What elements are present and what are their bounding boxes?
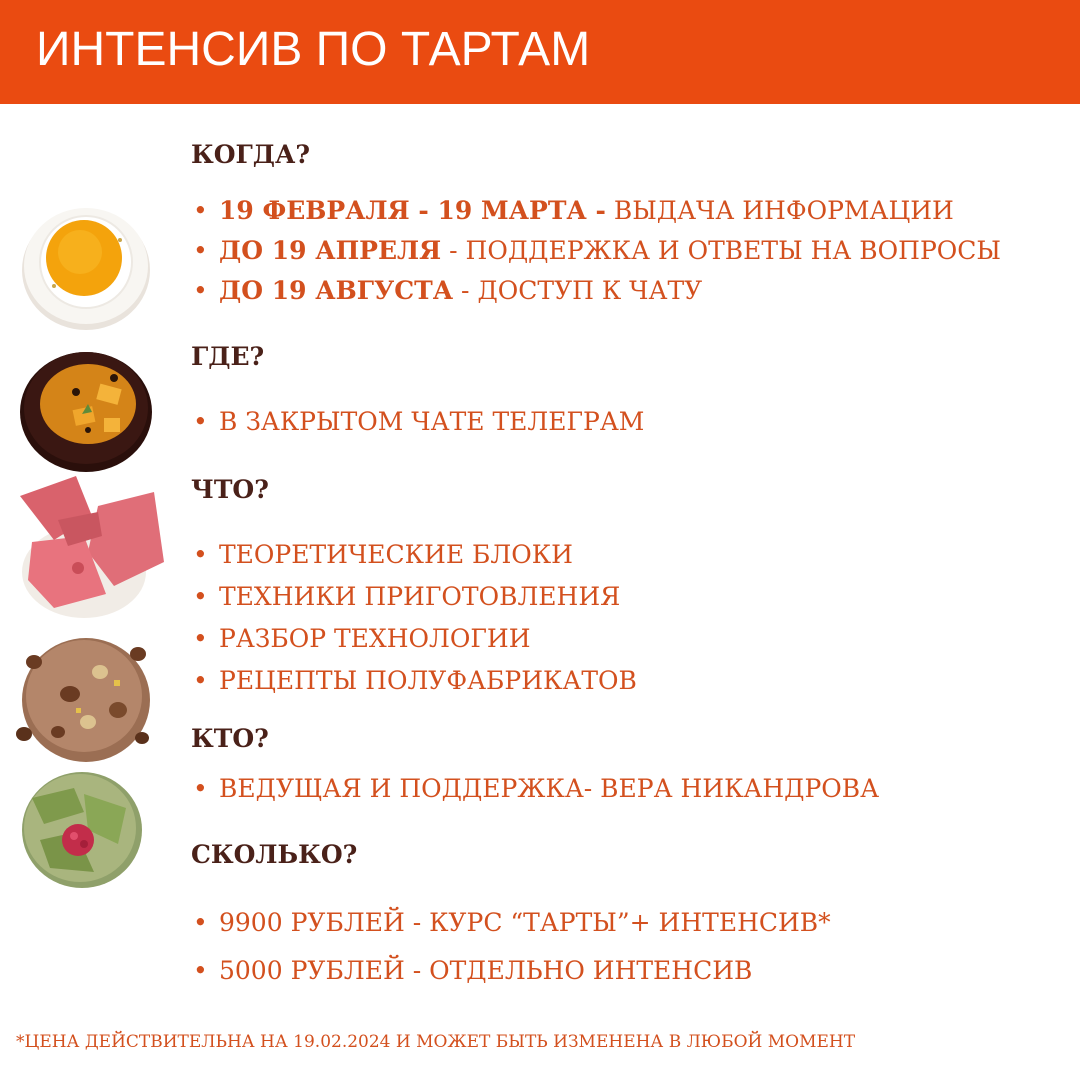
bullet-icon: • — [193, 956, 208, 985]
section-heading-what: ЧТО? — [191, 475, 269, 504]
item-text: РАЗБОР ТЕХНОЛОГИИ — [219, 624, 531, 653]
item-date: 19 ФЕВРАЛЯ - 19 МАРТА - — [219, 196, 606, 225]
bullet-icon: • — [193, 196, 208, 225]
list-item — [193, 774, 879, 803]
list-item — [193, 582, 620, 611]
bullet-icon: • — [193, 582, 208, 611]
item-text: ВЫДАЧА ИНФОРМАЦИИ — [605, 196, 954, 225]
item-text: РЕЦЕПТЫ ПОЛУФАБРИКАТОВ — [219, 666, 637, 695]
header-bar — [0, 0, 1080, 104]
item-text: - ДОСТУП К ЧАТУ — [453, 276, 703, 305]
section-heading-where: ГДЕ? — [191, 342, 265, 371]
list-item — [193, 624, 531, 653]
item-text: - ПОДДЕРЖКА И ОТВЕТЫ НА ВОПРОСЫ — [441, 236, 1002, 265]
footnote: *ЦЕНА ДЕЙСТВИТЕЛЬНА НА 19.02.2024 И МОЖЕТ БЫТЬ ИЗМЕНЕНА В ЛЮБОЙ МОМЕНТ — [16, 1032, 856, 1052]
list-item — [193, 407, 644, 436]
chocolate-tart-image — [18, 344, 154, 474]
list-item — [193, 908, 831, 937]
item-text: В ЗАКРЫТОМ ЧАТЕ ТЕЛЕГРАМ — [219, 407, 645, 436]
bullet-icon: • — [193, 540, 208, 569]
berry-tuile-tart-image — [18, 476, 164, 620]
list-item — [193, 540, 573, 569]
bullet-icon: • — [193, 908, 208, 937]
item-text: ТЕОРЕТИЧЕСКИЕ БЛОКИ — [219, 540, 573, 569]
egg-tart-image — [20, 200, 156, 332]
list-item — [193, 666, 637, 695]
list-item — [193, 236, 1001, 265]
item-date: ДО 19 АВГУСТА — [219, 276, 454, 305]
list-item — [193, 196, 954, 225]
item-text: 5000 РУБЛЕЙ - ОТДЕЛЬНО ИНТЕНСИВ — [219, 956, 753, 985]
item-text: ВЕДУЩАЯ И ПОДДЕРЖКА- ВЕРА НИКАНДРОВА — [219, 774, 880, 803]
item-date: ДО 19 АПРЕЛЯ — [219, 236, 442, 265]
bullet-icon: • — [193, 407, 208, 436]
section-heading-who: КТО? — [191, 724, 269, 753]
item-text: ТЕХНИКИ ПРИГОТОВЛЕНИЯ — [219, 582, 621, 611]
list-item — [193, 276, 702, 305]
page-title: ИНТЕНСИВ ПО ТАРТАМ — [36, 23, 591, 76]
bullet-icon: • — [193, 774, 208, 803]
bullet-icon: • — [193, 276, 208, 305]
bullet-icon: • — [193, 666, 208, 695]
list-item — [193, 956, 752, 985]
section-heading-when: КОГДА? — [191, 140, 311, 169]
matcha-raspberry-tart-image — [14, 768, 144, 890]
bullet-icon: • — [193, 624, 208, 653]
hazelnut-tart-image — [14, 632, 152, 766]
section-heading-how-much: СКОЛЬКО? — [191, 840, 358, 869]
item-text: 9900 РУБЛЕЙ - КУРС “ТАРТЫ”+ ИНТЕНСИВ* — [219, 908, 831, 937]
bullet-icon: • — [193, 236, 208, 265]
